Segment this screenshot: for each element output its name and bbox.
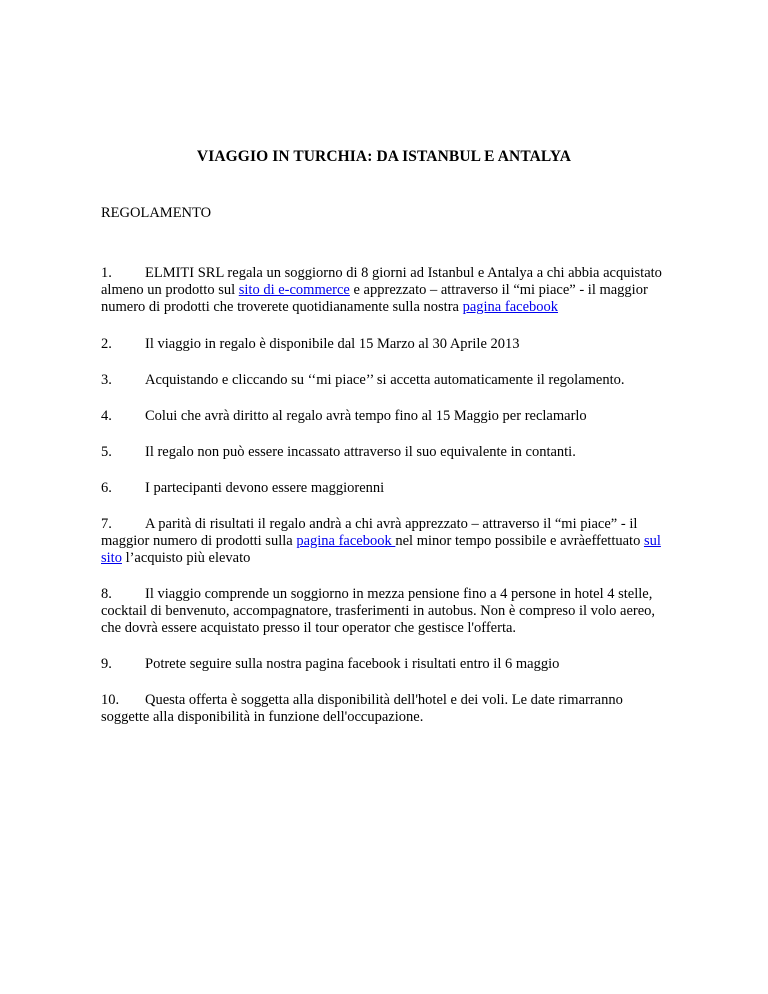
rule-item-7	[101, 516, 671, 567]
rule-item-8	[101, 586, 671, 637]
rule-number: 5.	[101, 444, 112, 460]
rule-text: I partecipanti devono essere maggiorenni	[145, 480, 385, 496]
rule-number: 1.	[101, 265, 112, 281]
rule-text: Il regalo non può essere incassato attraverso il suo equivalente in contanti.	[145, 444, 576, 460]
rule-number: 10.	[101, 692, 120, 708]
rule-item-10	[101, 692, 671, 726]
rule-number: 7.	[101, 516, 112, 532]
rule-number: 9.	[101, 656, 112, 672]
rule-number: 8.	[101, 586, 112, 602]
rule-text: Il viaggio comprende un soggiorno in mezza pensione fino a 4 persone in hotel 4 stelle, cocktail di benvenuto, accompagnatore, trasferimenti in autobus. Non è compreso il volo aereo, che dovrà essere acquistato presso il tour operator che gestisce l'offerta.	[101, 586, 656, 636]
facebook-page-link[interactable]: pagina facebook	[296, 533, 396, 549]
site-link[interactable]: sul sito	[101, 533, 661, 566]
rule-item-3	[101, 372, 671, 389]
rule-number: 2.	[101, 336, 112, 352]
rule-text: Acquistando e cliccando su ‘‘mi piace’’ si accetta automaticamente il regolamento.	[145, 372, 625, 388]
rule-item-6	[101, 480, 671, 497]
rule-text: Colui che avrà diritto al regalo avrà tempo fino al 15 Maggio per reclamarlo	[145, 408, 587, 424]
rule-item-9	[101, 656, 671, 673]
rules-list	[101, 265, 671, 745]
rule-item-1	[101, 265, 671, 316]
rule-text: e apprezzato – attraverso il “mi piace” - il maggior numero di prodotti che troverete quotidianamente sulla nostra	[101, 282, 648, 315]
rule-number: 6.	[101, 480, 112, 496]
rule-text: nel minor tempo possibile e avràeffettuato	[395, 533, 644, 549]
rule-text: ELMITI SRL regala un soggiorno di 8 giorni ad Istanbul e Antalya a chi abbia acquistato almeno un prodotto sul	[101, 265, 662, 298]
rule-text: A parità di risultati il regalo andrà a chi avrà apprezzato – attraverso il “mi piace” - il maggior numero di prodotti sulla	[101, 516, 638, 549]
rule-number: 4.	[101, 408, 112, 424]
rule-item-2	[101, 336, 671, 353]
rule-number: 3.	[101, 372, 112, 388]
facebook-page-link[interactable]: pagina facebook	[462, 299, 559, 315]
rule-item-4	[101, 408, 671, 425]
ecommerce-site-link[interactable]: sito di e-commerce	[238, 282, 350, 298]
rule-text: l’acquisto più elevato	[121, 550, 251, 566]
document-title: VIAGGIO IN TURCHIA: DA ISTANBUL E ANTALYA	[196, 148, 572, 165]
rule-text: Potrete seguire sulla nostra pagina facebook i risultati entro il 6 maggio	[145, 656, 560, 672]
rule-text: Il viaggio in regalo è disponibile dal 15 Marzo al 30 Aprile 2013	[145, 336, 520, 352]
rule-item-5	[101, 444, 671, 461]
rule-text: Questa offerta è soggetta alla disponibilità dell'hotel e dei voli. Le date rimarranno soggette alla disponibilità in funzione dell'occupazione.	[101, 692, 623, 725]
section-heading: REGOLAMENTO	[101, 205, 212, 221]
